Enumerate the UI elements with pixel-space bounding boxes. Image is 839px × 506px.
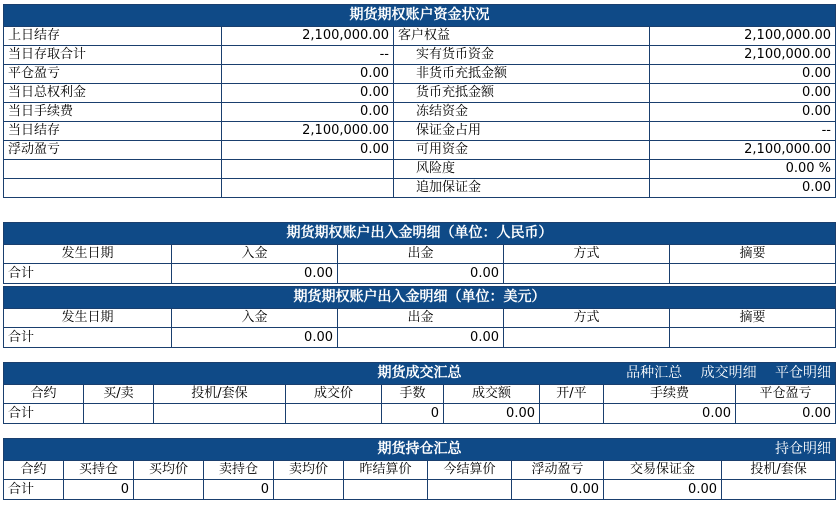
account-label: 上日结存 [4, 27, 222, 46]
deposit-total: 0.00 [172, 264, 338, 284]
account-row [4, 103, 836, 122]
account-label: 浮动盈亏 [4, 141, 222, 160]
account-value: -- [650, 122, 836, 141]
account-label: 货币充抵金额 [394, 84, 650, 103]
margin-total: 0.00 [604, 480, 722, 500]
withdraw-total: 0.00 [338, 264, 504, 284]
account-value: 2,100,000.00 [222, 27, 394, 46]
account-value: 0.00 [222, 65, 394, 84]
account-value [222, 179, 394, 198]
column-header: 出金 [338, 309, 504, 328]
column-header: 摘要 [670, 245, 836, 264]
account-value: 0.00 [222, 103, 394, 122]
total-label: 合计 [4, 480, 64, 500]
column-header: 手续费 [604, 385, 736, 404]
account-label: 冻结资金 [394, 103, 650, 122]
column-header: 方式 [504, 245, 670, 264]
cny-cashflow-title: 期货期权账户出入金明细（单位：人民币） [4, 223, 836, 245]
column-header: 合约 [4, 385, 84, 404]
account-row [4, 27, 836, 46]
close-detail-link[interactable]: 平仓明细 [775, 365, 832, 381]
account-status-panel [3, 4, 835, 198]
trades-summary-panel [3, 362, 835, 424]
positions-summary-panel [3, 438, 835, 500]
account-status-title: 期货期权账户资金状况 [4, 5, 836, 27]
column-header: 入金 [172, 245, 338, 264]
trades-summary-title: 期货成交汇总 [377, 365, 462, 381]
withdraw-total: 0.00 [338, 328, 504, 348]
account-label: 当日存取合计 [4, 46, 222, 65]
trade-detail-link[interactable]: 成交明细 [700, 365, 757, 381]
account-label: 当日手续费 [4, 103, 222, 122]
column-header: 手数 [382, 385, 444, 404]
table-row [4, 264, 836, 284]
table-row [4, 404, 836, 424]
account-label: 当日结存 [4, 122, 222, 141]
account-label: 非货币充抵金额 [394, 65, 650, 84]
account-label: 风险度 [394, 160, 650, 179]
column-header: 卖持仓 [204, 461, 274, 480]
account-value: 2,100,000.00 [222, 122, 394, 141]
account-value: 2,100,000.00 [650, 27, 836, 46]
account-label: 保证金占用 [394, 122, 650, 141]
account-value: 0.00 [222, 84, 394, 103]
cny-cashflow-panel [3, 222, 835, 284]
account-value: 2,100,000.00 [650, 46, 836, 65]
amount-total: 0.00 [444, 404, 540, 424]
variety-summary-link[interactable]: 品种汇总 [626, 365, 683, 381]
buy-qty-total: 0 [64, 480, 134, 500]
qty-total: 0 [382, 404, 444, 424]
positions-summary-title: 期货持仓汇总 [377, 441, 462, 457]
account-value: 0.00 [650, 103, 836, 122]
column-header: 交易保证金 [604, 461, 722, 480]
total-label: 合计 [4, 328, 172, 348]
usd-cashflow-title: 期货期权账户出入金明细（单位：美元） [4, 287, 836, 309]
account-label: 可用资金 [394, 141, 650, 160]
total-label: 合计 [4, 264, 172, 284]
account-label [4, 160, 222, 179]
account-row [4, 160, 836, 179]
deposit-total: 0.00 [172, 328, 338, 348]
account-value [222, 160, 394, 179]
account-row [4, 84, 836, 103]
column-header: 成交额 [444, 385, 540, 404]
column-header: 发生日期 [4, 245, 172, 264]
account-label: 客户权益 [394, 27, 650, 46]
column-header: 浮动盈亏 [512, 461, 604, 480]
account-value: -- [222, 46, 394, 65]
table-row [4, 480, 836, 500]
account-row [4, 141, 836, 160]
column-header: 入金 [172, 309, 338, 328]
position-detail-link[interactable]: 持仓明细 [775, 441, 832, 457]
column-header: 发生日期 [4, 309, 172, 328]
account-label: 平仓盈亏 [4, 65, 222, 84]
account-row [4, 46, 836, 65]
column-header: 买均价 [134, 461, 204, 480]
column-header: 方式 [504, 309, 670, 328]
column-header: 合约 [4, 461, 64, 480]
column-header: 投机/套保 [154, 385, 286, 404]
column-header: 投机/套保 [722, 461, 836, 480]
account-row [4, 122, 836, 141]
fee-total: 0.00 [604, 404, 736, 424]
column-header: 买持仓 [64, 461, 134, 480]
column-header: 平仓盈亏 [736, 385, 836, 404]
column-header: 卖均价 [274, 461, 344, 480]
account-value: 0.00 % [650, 160, 836, 179]
float-pnl-total: 0.00 [512, 480, 604, 500]
column-header: 今结算价 [428, 461, 512, 480]
account-value: 0.00 [650, 65, 836, 84]
column-header: 开/平 [540, 385, 604, 404]
column-header: 出金 [338, 245, 504, 264]
account-label [4, 179, 222, 198]
account-value: 2,100,000.00 [650, 141, 836, 160]
column-header: 买/卖 [84, 385, 154, 404]
column-header: 昨结算价 [344, 461, 428, 480]
column-header: 成交价 [286, 385, 382, 404]
account-label: 追加保证金 [394, 179, 650, 198]
table-row [4, 328, 836, 348]
account-label: 实有货币资金 [394, 46, 650, 65]
account-value: 0.00 [650, 84, 836, 103]
account-label: 当日总权利金 [4, 84, 222, 103]
account-value: 0.00 [222, 141, 394, 160]
column-header: 摘要 [670, 309, 836, 328]
sell-qty-total: 0 [204, 480, 274, 500]
account-value: 0.00 [650, 179, 836, 198]
total-label: 合计 [4, 404, 84, 424]
account-row [4, 65, 836, 84]
usd-cashflow-panel [3, 286, 835, 348]
account-row [4, 179, 836, 198]
pnl-total: 0.00 [736, 404, 836, 424]
